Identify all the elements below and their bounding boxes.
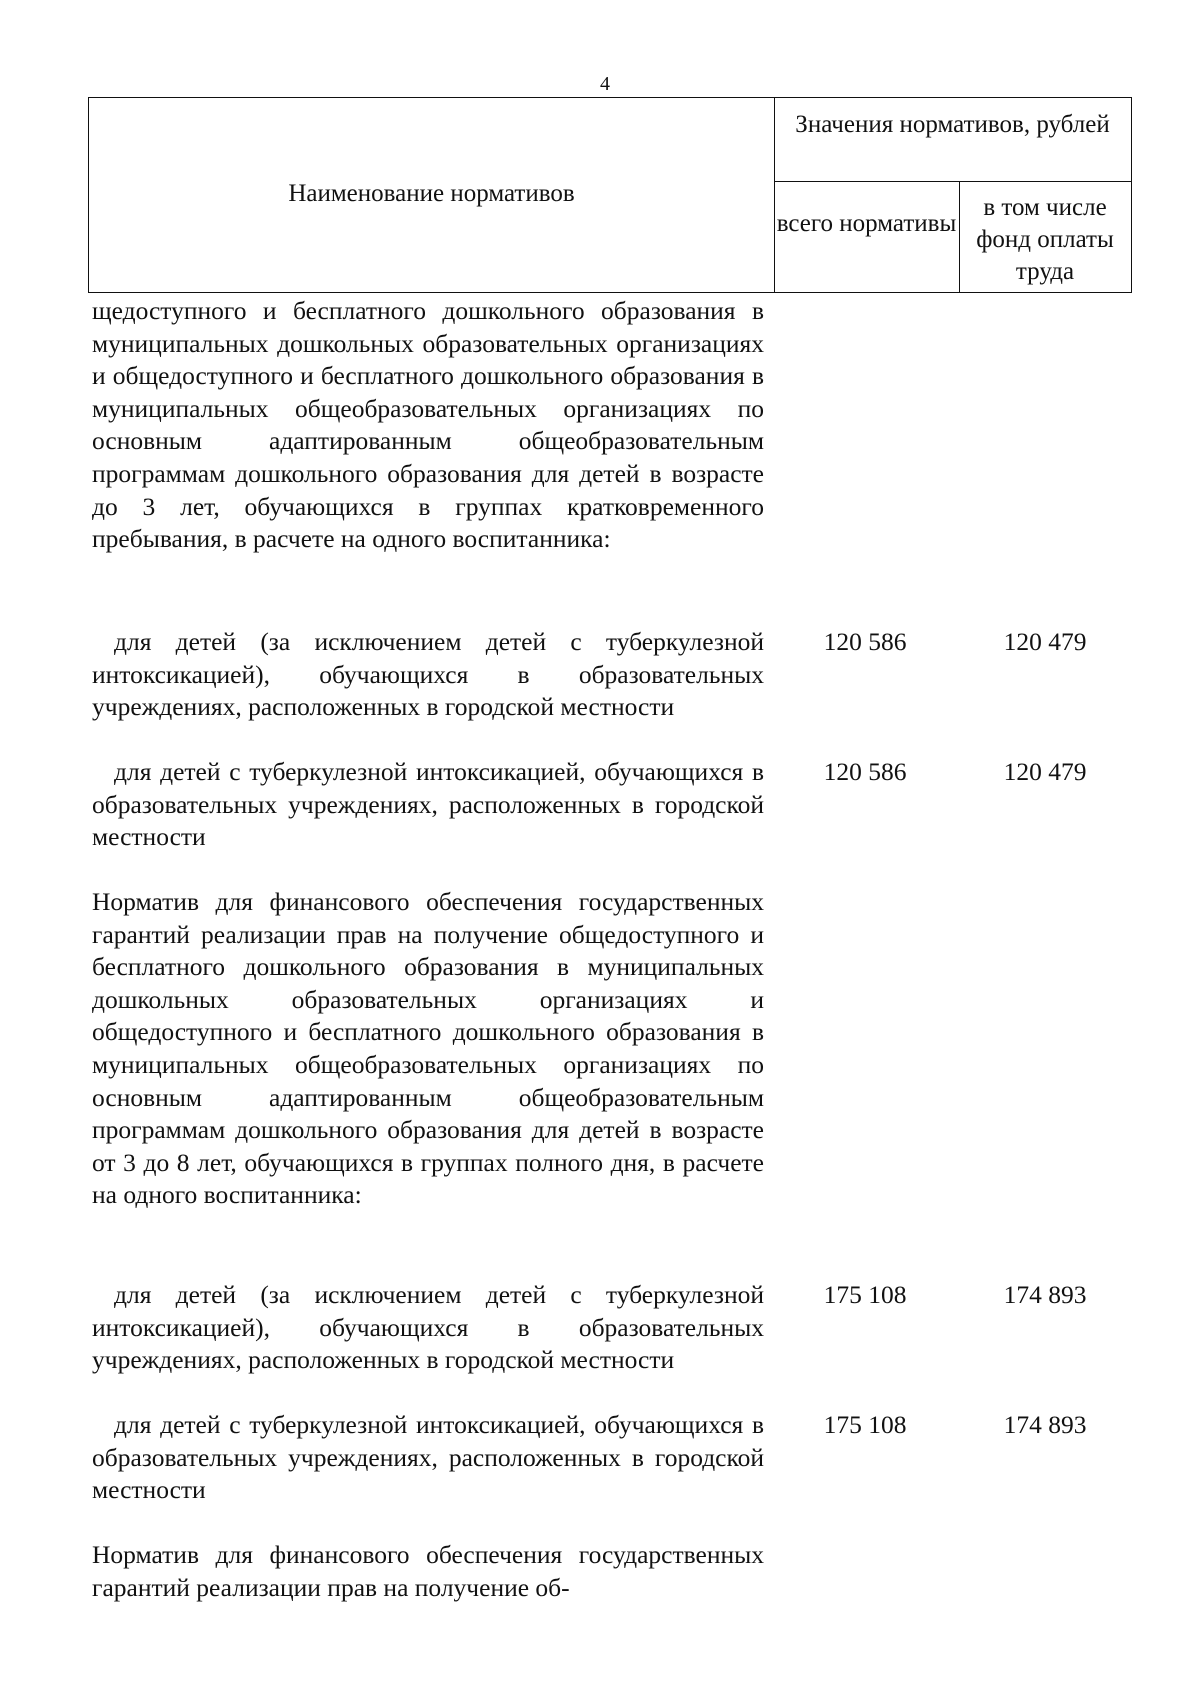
row-description: Норматив для финансового обеспечения государственных гарантий реализации прав на получение общедоступного и бесплатного дошкольного образования в муниципальных дошкольных образовательных организациях и общедоступного и бесплатного дошкольного образования в муниципальных общеобразовательных организациях по основным адаптированным общеобразовательным программам дошкольного образования для детей в возрасте от 3 до 8 лет, обучающихся в группах полного дня, в расчете на одного воспитанника: <box>92 887 764 1210</box>
row-description: для детей с туберкулезной интоксикацией, обучающихся в образовательных учреждениях, расположенных в городской местности <box>92 1410 764 1505</box>
row-total-value: 120 586 <box>823 627 907 656</box>
row-fund-value: 120 479 <box>1003 757 1087 786</box>
row-description: для детей (за исключением детей с туберкулезной интоксикацией), обучающихся в образовательных учреждениях, расположенных в городской местности <box>92 627 764 722</box>
page-number: 4 <box>600 73 610 95</box>
row-total-value: 175 108 <box>823 1410 907 1439</box>
row-fund-value: 120 479 <box>1003 627 1087 656</box>
row-total-value: 120 586 <box>823 757 907 786</box>
row-description: Норматив для финансового обеспечения государственных гарантий реализации прав на получение об- <box>92 1540 764 1602</box>
header-divider <box>774 181 1131 182</box>
row-description: для детей с туберкулезной интоксикацией, обучающихся в образовательных учреждениях, расположенных в городской местности <box>92 757 764 852</box>
row-description: для детей (за исключением детей с туберкулезной интоксикацией), обучающихся в образовательных учреждениях, расположенных в городской местности <box>92 1280 764 1375</box>
table-header <box>88 97 1132 293</box>
row-description: щедоступного и бесплатного дошкольного образования в муниципальных дошкольных образовательных организациях и общедоступного и бесплатного дошкольного образования в муниципальных общеобразовательных организациях по основным адаптированным общеобразовательным программам дошкольного образования для детей в возрасте до 3 лет, обучающихся в группах кратковременного пребывания, в расчете на одного воспитанника: <box>92 296 764 554</box>
header-fund-column: в том числе фонд оплаты труда <box>976 194 1114 285</box>
row-fund-value: 174 893 <box>1003 1280 1087 1309</box>
header-values-column: Значения нормативов, рублей <box>795 111 1110 138</box>
header-name-column: Наименование нормативов <box>288 180 575 207</box>
row-fund-value: 174 893 <box>1003 1410 1087 1439</box>
header-total-column: всего нормативы <box>776 210 957 237</box>
row-total-value: 175 108 <box>823 1280 907 1309</box>
